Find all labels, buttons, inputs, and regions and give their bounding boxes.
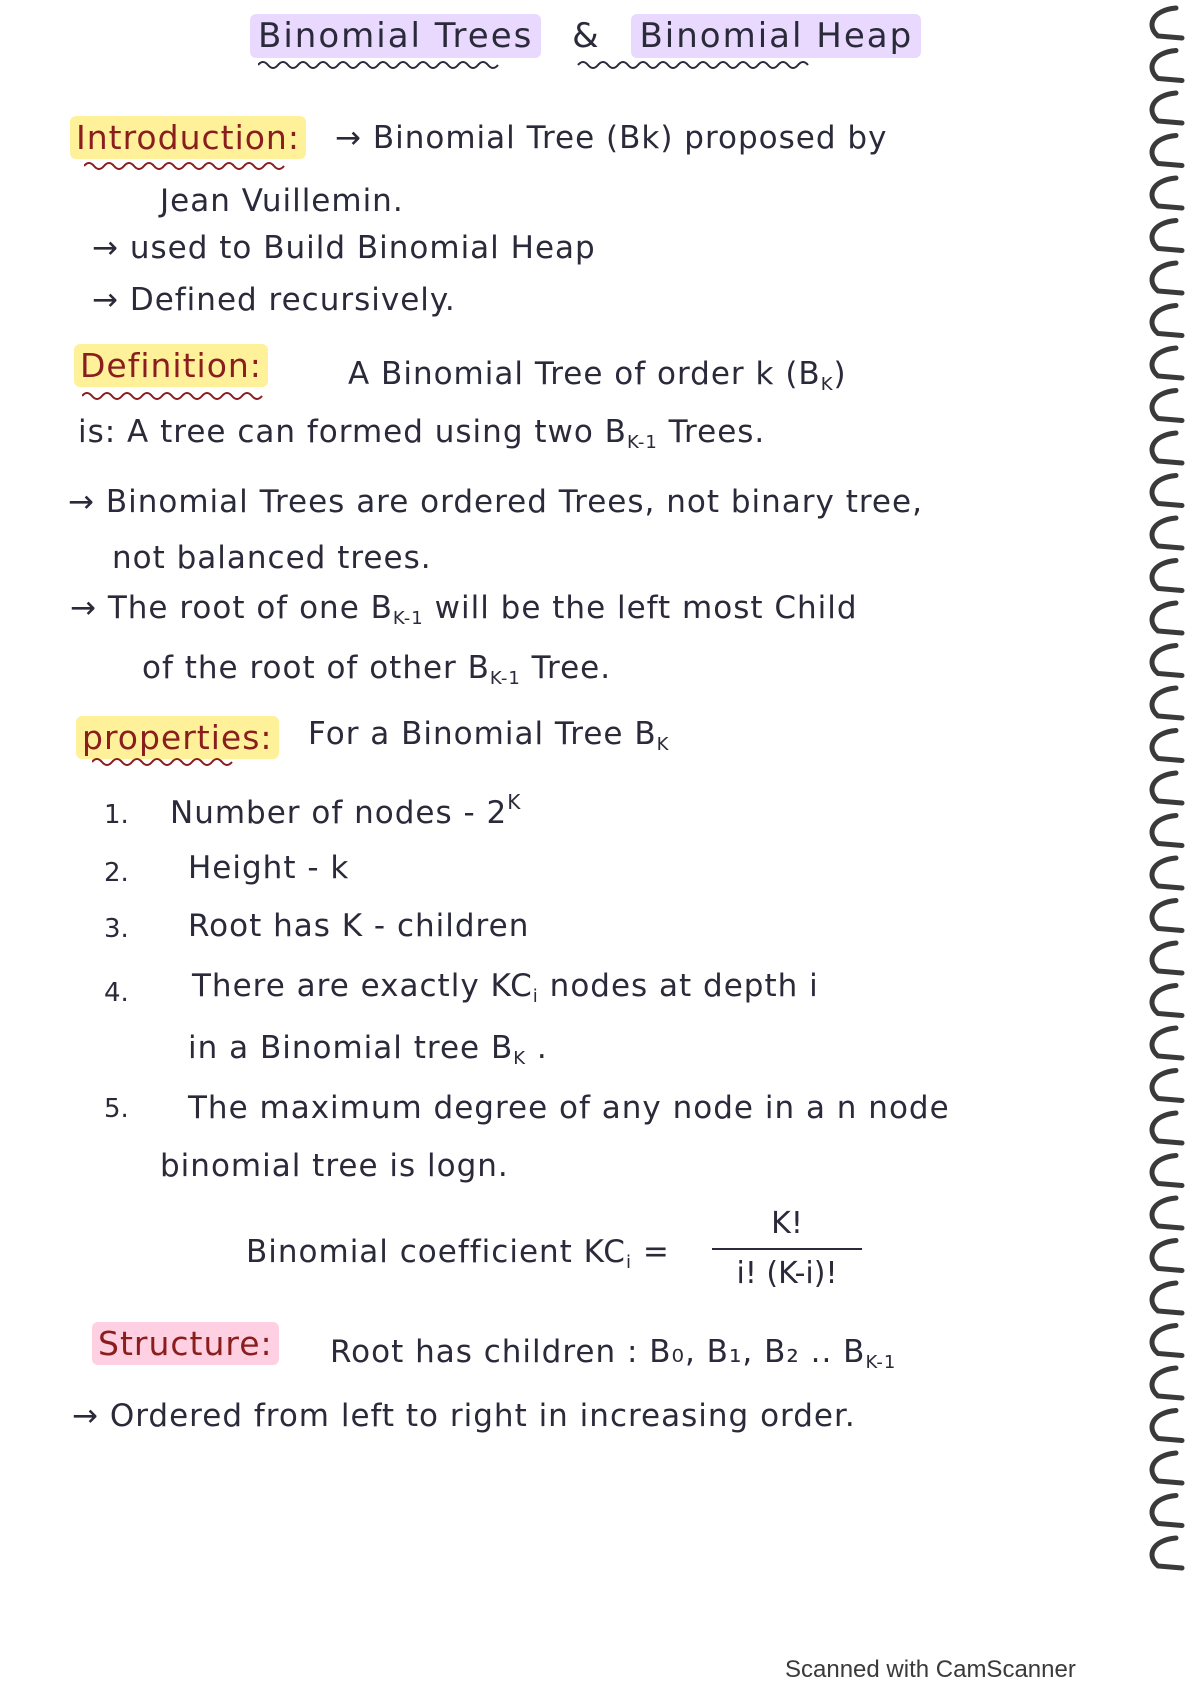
property-3-text: Root has K - children — [188, 908, 530, 944]
spiral-loop — [1152, 688, 1182, 718]
spiral-binding-graphic — [1124, 0, 1194, 1698]
spiral-loop — [1152, 8, 1182, 38]
definition-line-5 — [70, 590, 858, 629]
property-1-text — [170, 790, 521, 831]
title-ampersand: & — [572, 16, 601, 56]
spiral-loop — [1152, 1028, 1182, 1058]
spiral-loop — [1152, 943, 1182, 973]
spiral-loop — [1152, 263, 1182, 293]
definition-underline-squiggle — [82, 390, 272, 402]
binomial-coefficient-equals: = — [631, 1234, 670, 1270]
definition-line-1-close: ) — [833, 356, 847, 392]
property-4-text — [192, 968, 819, 1007]
property-1-text-main: Number of nodes - 2 — [170, 795, 508, 831]
title-underline-squiggle — [258, 58, 818, 72]
introduction-line-1: → Binomial Tree (Bk) proposed by — [335, 120, 888, 156]
property-4-text-main: There are exactly KC — [192, 968, 533, 1004]
properties-heading-text: properties: — [76, 716, 279, 759]
definition-line-5-subscript: K-1 — [392, 608, 424, 629]
definition-heading — [74, 346, 268, 385]
properties-heading — [76, 718, 279, 757]
spiral-loop — [1152, 646, 1182, 676]
binomial-coefficient-label — [246, 1234, 670, 1273]
spiral-loop — [1152, 1113, 1182, 1143]
spiral-loop — [1152, 178, 1182, 208]
property-4-continuation-text: in a Binomial tree B — [188, 1030, 514, 1066]
spiral-loop — [1152, 51, 1182, 81]
spiral-loop — [1152, 986, 1182, 1016]
spiral-loop — [1152, 901, 1182, 931]
definition-line-5-end: will be the left most Child — [423, 590, 858, 626]
spiral-loop — [1152, 1198, 1182, 1228]
property-2-number: 2. — [104, 858, 129, 888]
structure-heading-text: Structure: — [92, 1322, 279, 1365]
spiral-binding — [1124, 0, 1194, 1698]
spiral-loop — [1152, 1156, 1182, 1186]
property-4-text-after: nodes at depth i — [538, 968, 819, 1004]
spiral-loop — [1152, 221, 1182, 251]
structure-line-2: → Ordered from left to right in increasing order. — [72, 1398, 856, 1434]
spiral-loop — [1152, 731, 1182, 761]
introduction-bullet-1: → used to Build Binomial Heap — [92, 230, 596, 266]
property-4-number: 4. — [104, 978, 129, 1008]
binomial-coefficient-subscript: i — [625, 1252, 632, 1273]
property-3-number: 3. — [104, 914, 129, 944]
property-4-continuation — [188, 1030, 548, 1069]
definition-line-5-text: → The root of one B — [70, 590, 393, 626]
property-5-text: The maximum degree of any node in a n node — [188, 1090, 950, 1126]
scanner-watermark: Scanned with CamScanner — [785, 1656, 1076, 1683]
definition-line-4: not balanced trees. — [112, 540, 432, 576]
definition-line-2-subscript: K-1 — [626, 432, 658, 453]
introduction-heading — [70, 118, 306, 157]
spiral-loop — [1152, 1071, 1182, 1101]
property-1-number: 1. — [104, 800, 129, 830]
spiral-loop — [1152, 816, 1182, 846]
definition-line-1-subscript: K — [820, 374, 834, 395]
property-2-text: Height - k — [188, 850, 350, 886]
structure-line-1 — [330, 1334, 896, 1373]
spiral-loop — [1152, 518, 1182, 548]
spiral-loop — [1152, 306, 1182, 336]
spiral-loop — [1152, 1368, 1182, 1398]
fraction-denominator: i! (K-i)! — [736, 1256, 838, 1291]
spiral-loop — [1152, 1241, 1182, 1271]
spiral-loop — [1152, 136, 1182, 166]
spiral-loop — [1152, 391, 1182, 421]
properties-underline-squiggle — [92, 756, 242, 768]
spiral-loop — [1152, 1326, 1182, 1356]
spiral-loop — [1152, 433, 1182, 463]
spiral-loop — [1152, 1496, 1182, 1526]
introduction-bullet-2: → Defined recursively. — [92, 282, 456, 318]
definition-line-2-text: is: A tree can formed using two B — [78, 414, 627, 450]
definition-line-6-text: of the root of other B — [142, 650, 490, 686]
structure-line-1-subscript: K-1 — [865, 1352, 897, 1373]
spiral-loop — [1152, 858, 1182, 888]
introduction-underline-squiggle — [84, 160, 294, 172]
fraction-bar — [712, 1248, 862, 1250]
spiral-loop — [1152, 773, 1182, 803]
property-1-superscript: K — [507, 790, 522, 814]
definition-line-6 — [142, 650, 611, 689]
property-5-continuation: binomial tree is logn. — [160, 1148, 509, 1184]
introduction-heading-text: Introduction: — [70, 116, 306, 159]
fraction-numerator: K! — [771, 1206, 803, 1241]
properties-intro-text: For a Binomial Tree B — [308, 716, 657, 752]
definition-line-3: → Binomial Trees are ordered Trees, not binary tree, — [68, 484, 923, 520]
spiral-loop — [1152, 476, 1182, 506]
definition-line-2 — [78, 414, 765, 453]
properties-intro-subscript: K — [656, 734, 670, 755]
definition-line-1-text: A Binomial Tree of order k (B — [348, 356, 821, 392]
spiral-loop — [1152, 348, 1182, 378]
definition-line-2-end: Trees. — [657, 414, 766, 450]
spiral-loop — [1152, 1453, 1182, 1483]
property-4-continuation-end: . — [526, 1030, 548, 1066]
definition-line-6-subscript: K-1 — [489, 668, 521, 689]
spiral-loop — [1152, 93, 1182, 123]
page-title — [250, 14, 921, 58]
spiral-loop — [1152, 1411, 1182, 1441]
binomial-coefficient-label-text: Binomial coefficient KC — [246, 1234, 626, 1270]
title-left: Binomial Trees — [250, 14, 541, 58]
properties-intro — [308, 716, 669, 755]
definition-line-1 — [348, 356, 847, 395]
binomial-coefficient-fraction — [712, 1206, 862, 1296]
property-4-subscript: i — [532, 986, 539, 1007]
property-4-continuation-subscript: K — [513, 1048, 527, 1069]
spiral-loop — [1152, 561, 1182, 591]
title-right: Binomial Heap — [631, 14, 921, 58]
spiral-loop — [1152, 1538, 1182, 1568]
spiral-loop — [1152, 603, 1182, 633]
structure-heading — [92, 1324, 279, 1363]
definition-heading-text: Definition: — [74, 344, 268, 387]
spiral-loop — [1152, 1283, 1182, 1313]
property-5-number: 5. — [104, 1094, 129, 1124]
definition-line-6-end: Tree. — [520, 650, 612, 686]
introduction-line-2: Jean Vuillemin. — [160, 183, 404, 219]
structure-line-1-text: Root has children : B₀, B₁, B₂ .. B — [330, 1334, 866, 1370]
